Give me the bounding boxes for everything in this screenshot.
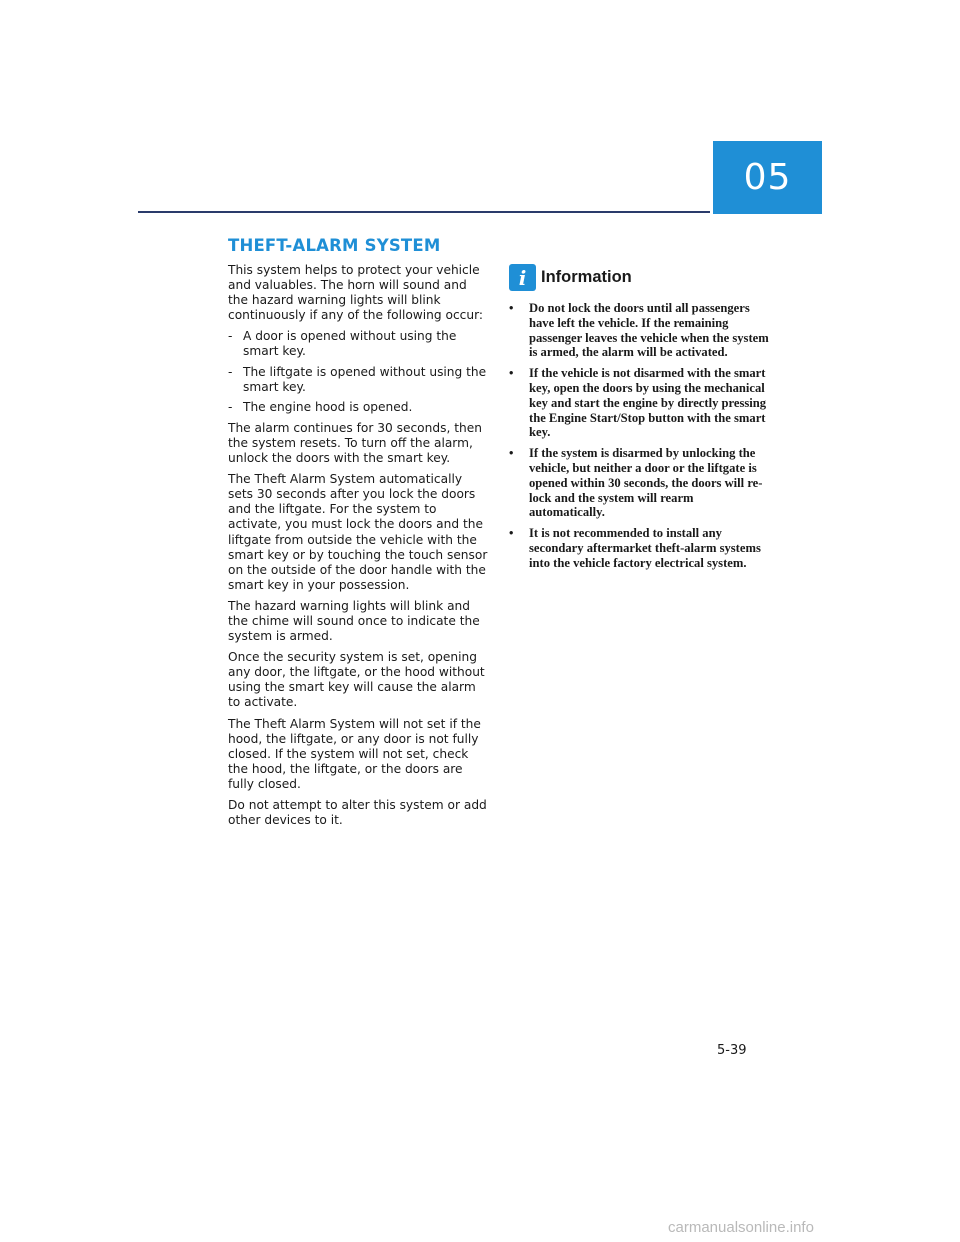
list-item: - A door is opened without using the smart key.: [228, 329, 457, 359]
information-list: [509, 301, 771, 571]
info-icon: i: [509, 264, 536, 291]
paragraph: The hazard warning lights will blink and the chime will sound once to indicate the system is armed.: [228, 598, 480, 644]
list-item: - The engine hood is opened.: [228, 399, 413, 414]
list-item: • It is not recommended to install any secondary aftermarket theft-alarm systems into the vehicle factory electrical system.: [509, 526, 761, 570]
list-item: • Do not lock the doors until all passengers have left the vehicle. If the remaining passenger leaves the vehicle when the system is armed, the alarm will be activated.: [509, 301, 769, 360]
page-number: 5-39: [717, 1043, 747, 1058]
paragraph: The Theft Alarm System will not set if the hood, the liftgate, or any door is not fully closed. If the system will not set, check the hood, the liftgate, or the doors are fully closed.: [228, 716, 481, 791]
list-item: • If the system is disarmed by unlocking the vehicle, but neither a door or the liftgate is opened within 30 seconds, the doors will re-lock and the system will rearm automatically.: [509, 446, 763, 520]
information-title: Information: [541, 268, 632, 286]
intro-paragraph: This system helps to protect your vehicle and valuables. The horn will sound and the hazard warning lights will blink continuously if any of the following occur:: [228, 263, 483, 323]
information-box: [509, 264, 771, 577]
list-item: - The liftgate is opened without using the smart key.: [228, 364, 487, 394]
paragraph: The alarm continues for 30 seconds, then the system resets. To turn off the alarm, unlock the doors with the smart key.: [228, 420, 482, 466]
watermark: carmanualsonline.info: [668, 1219, 814, 1236]
chapter-tab: [713, 141, 822, 214]
paragraph: The Theft Alarm System automatically sets 30 seconds after you lock the doors and the liftgate. For the system to activate, you must lock the doors and the liftgate from outside the vehicle with the smart key or by touching the touch sensor on the outside of the door handle with the smart key in your possession.: [228, 472, 488, 592]
section-title: THEFT-ALARM SYSTEM: [228, 236, 441, 255]
list-item: • If the vehicle is not disarmed with the smart key, open the doors by using the mechanical key and start the engine by directly pressing the Engine Start/Stop button with the smart key.: [509, 366, 767, 440]
information-header: [509, 264, 771, 291]
main-column: [228, 236, 490, 834]
paragraph: Once the security system is set, opening any door, the liftgate, or the hood without using the smart key will cause the alarm to activate.: [228, 650, 485, 710]
paragraph: Do not attempt to alter this system or add other devices to it.: [228, 798, 487, 828]
alarm-conditions-list: [228, 329, 490, 414]
header-rule: [138, 211, 710, 213]
chapter-number: 05: [743, 157, 792, 198]
